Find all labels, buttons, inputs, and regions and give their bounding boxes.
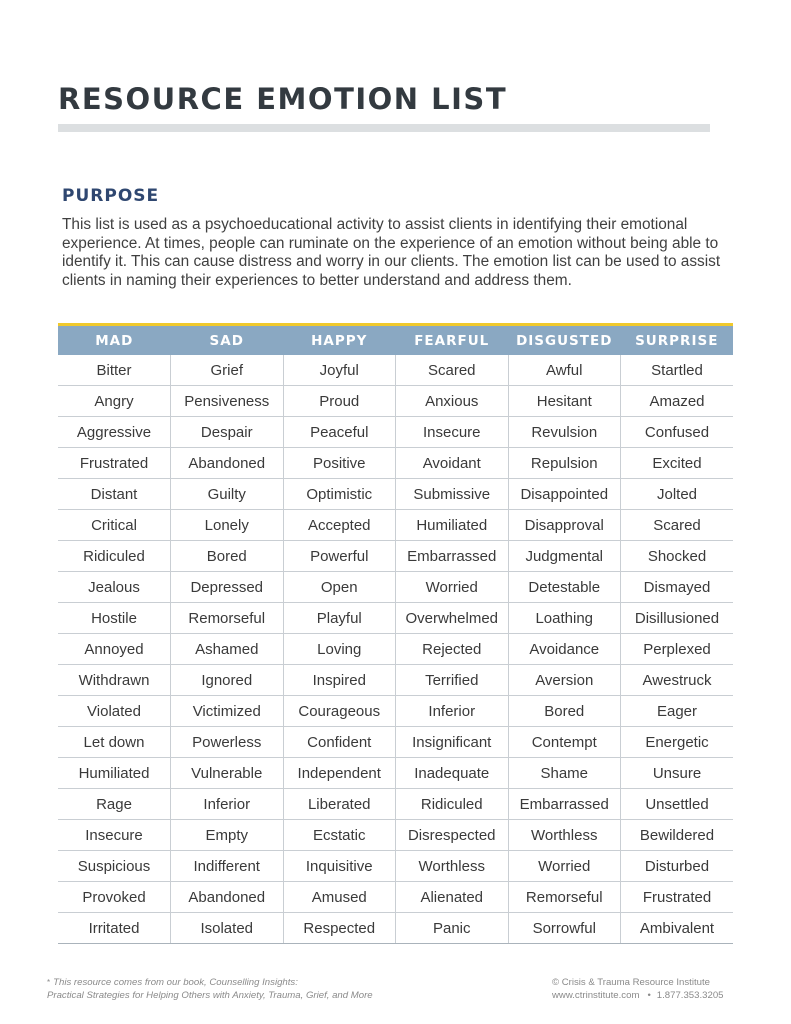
emotion-cell: Insecure [58, 820, 171, 851]
emotion-cell: Worried [508, 851, 621, 882]
emotion-table [58, 326, 733, 944]
emotion-cell: Jolted [621, 479, 734, 510]
emotion-cell: Isolated [171, 913, 284, 944]
emotion-cell: Proud [283, 386, 396, 417]
emotion-cell: Eager [621, 696, 734, 727]
emotion-cell: Playful [283, 603, 396, 634]
emotion-cell: Unsettled [621, 789, 734, 820]
emotion-cell: Aversion [508, 665, 621, 696]
column-header-surprise: SURPRISE [621, 326, 734, 355]
emotion-cell: Hesitant [508, 386, 621, 417]
footnote-star-icon: * [47, 978, 51, 987]
emotion-cell: Guilty [171, 479, 284, 510]
emotion-cell: Jealous [58, 572, 171, 603]
emotion-cell: Loving [283, 634, 396, 665]
emotion-cell: Disappointed [508, 479, 621, 510]
emotion-cell: Liberated [283, 789, 396, 820]
emotion-cell: Shame [508, 758, 621, 789]
emotion-cell: Avoidant [396, 448, 509, 479]
table-row [58, 510, 733, 541]
page-title: RESOURCE EMOTION LIST [58, 82, 508, 116]
title-underline [58, 124, 710, 132]
emotion-cell: Shocked [621, 541, 734, 572]
emotion-cell: Joyful [283, 355, 396, 386]
emotion-cell: Lonely [171, 510, 284, 541]
table-row [58, 727, 733, 758]
emotion-cell: Critical [58, 510, 171, 541]
table-row [58, 479, 733, 510]
emotion-cell: Inadequate [396, 758, 509, 789]
emotion-cell: Depressed [171, 572, 284, 603]
emotion-cell: Positive [283, 448, 396, 479]
emotion-cell: Worried [396, 572, 509, 603]
emotion-cell: Frustrated [621, 882, 734, 913]
emotion-cell: Scared [621, 510, 734, 541]
emotion-cell: Ecstatic [283, 820, 396, 851]
emotion-cell: Powerless [171, 727, 284, 758]
table-row [58, 882, 733, 913]
emotion-cell: Revulsion [508, 417, 621, 448]
table-row [58, 758, 733, 789]
table-row [58, 572, 733, 603]
footer-line-1: This resource comes from our book, Counselling Insights: [53, 977, 298, 988]
emotion-cell: Annoyed [58, 634, 171, 665]
table-row [58, 603, 733, 634]
emotion-cell: Ignored [171, 665, 284, 696]
emotion-cell: Victimized [171, 696, 284, 727]
table-row [58, 851, 733, 882]
emotion-cell: Startled [621, 355, 734, 386]
table-row [58, 417, 733, 448]
emotion-cell: Alienated [396, 882, 509, 913]
table-header-row [58, 326, 733, 355]
emotion-cell: Awestruck [621, 665, 734, 696]
emotion-cell: Inferior [396, 696, 509, 727]
emotion-cell: Despair [171, 417, 284, 448]
emotion-cell: Terrified [396, 665, 509, 696]
emotion-cell: Humiliated [58, 758, 171, 789]
emotion-cell: Disturbed [621, 851, 734, 882]
emotion-cell: Bored [508, 696, 621, 727]
purpose-heading: PURPOSE [62, 186, 160, 206]
emotion-cell: Remorseful [171, 603, 284, 634]
column-header-fearful: FEARFUL [396, 326, 509, 355]
emotion-cell: Angry [58, 386, 171, 417]
emotion-cell: Insecure [396, 417, 509, 448]
emotion-cell: Detestable [508, 572, 621, 603]
emotion-cell: Judgmental [508, 541, 621, 572]
emotion-cell: Inferior [171, 789, 284, 820]
emotion-cell: Aggressive [58, 417, 171, 448]
bullet-separator-icon: • [647, 990, 651, 1001]
emotion-cell: Sorrowful [508, 913, 621, 944]
emotion-cell: Perplexed [621, 634, 734, 665]
table-row [58, 665, 733, 696]
emotion-cell: Submissive [396, 479, 509, 510]
table-row [58, 696, 733, 727]
emotion-cell: Ridiculed [58, 541, 171, 572]
emotion-cell: Ridiculed [396, 789, 509, 820]
emotion-cell: Worthless [396, 851, 509, 882]
emotion-cell: Embarrassed [396, 541, 509, 572]
emotion-cell: Abandoned [171, 448, 284, 479]
emotion-cell: Avoidance [508, 634, 621, 665]
emotion-cell: Powerful [283, 541, 396, 572]
table-row [58, 634, 733, 665]
emotion-cell: Remorseful [508, 882, 621, 913]
emotion-cell: Loathing [508, 603, 621, 634]
emotion-cell: Scared [396, 355, 509, 386]
emotion-cell: Suspicious [58, 851, 171, 882]
emotion-cell: Inquisitive [283, 851, 396, 882]
emotion-cell: Vulnerable [171, 758, 284, 789]
emotion-cell: Open [283, 572, 396, 603]
emotion-cell: Distant [58, 479, 171, 510]
table-row [58, 913, 733, 944]
emotion-cell: Repulsion [508, 448, 621, 479]
emotion-cell: Bored [171, 541, 284, 572]
emotion-cell: Dismayed [621, 572, 734, 603]
emotion-cell: Bewildered [621, 820, 734, 851]
table-row [58, 789, 733, 820]
emotion-cell: Amused [283, 882, 396, 913]
emotion-cell: Empty [171, 820, 284, 851]
emotion-cell: Ambivalent [621, 913, 734, 944]
emotion-cell: Disapproval [508, 510, 621, 541]
table-row [58, 355, 733, 386]
emotion-cell: Let down [58, 727, 171, 758]
emotion-table-container [58, 323, 733, 944]
emotion-cell: Irritated [58, 913, 171, 944]
emotion-cell: Contempt [508, 727, 621, 758]
emotion-cell: Worthless [508, 820, 621, 851]
emotion-cell: Hostile [58, 603, 171, 634]
column-header-sad: SAD [171, 326, 284, 355]
emotion-cell: Rage [58, 789, 171, 820]
emotion-cell: Ashamed [171, 634, 284, 665]
emotion-cell: Violated [58, 696, 171, 727]
emotion-cell: Embarrassed [508, 789, 621, 820]
table-row [58, 448, 733, 479]
emotion-cell: Frustrated [58, 448, 171, 479]
emotion-cell: Confident [283, 727, 396, 758]
table-row [58, 820, 733, 851]
emotion-cell: Peaceful [283, 417, 396, 448]
emotion-cell: Optimistic [283, 479, 396, 510]
emotion-cell: Excited [621, 448, 734, 479]
emotion-cell: Panic [396, 913, 509, 944]
emotion-cell: Bitter [58, 355, 171, 386]
footer-book-note [47, 976, 373, 1002]
footer-website: www.ctrinstitute.com [552, 990, 640, 1001]
emotion-cell: Disrespected [396, 820, 509, 851]
emotion-cell: Respected [283, 913, 396, 944]
table-row [58, 386, 733, 417]
column-header-disgusted: DISGUSTED [508, 326, 621, 355]
column-header-mad: MAD [58, 326, 171, 355]
footer-contact [552, 976, 724, 1002]
emotion-cell: Overwhelmed [396, 603, 509, 634]
emotion-cell: Independent [283, 758, 396, 789]
emotion-cell: Insignificant [396, 727, 509, 758]
emotion-cell: Confused [621, 417, 734, 448]
column-header-happy: HAPPY [283, 326, 396, 355]
emotion-cell: Withdrawn [58, 665, 171, 696]
emotion-cell: Rejected [396, 634, 509, 665]
emotion-cell: Provoked [58, 882, 171, 913]
emotion-cell: Pensiveness [171, 386, 284, 417]
emotion-cell: Grief [171, 355, 284, 386]
emotion-cell: Anxious [396, 386, 509, 417]
emotion-cell: Awful [508, 355, 621, 386]
emotion-cell: Indifferent [171, 851, 284, 882]
emotion-cell: Inspired [283, 665, 396, 696]
footer-copyright: © Crisis & Trauma Resource Institute [552, 977, 710, 988]
emotion-cell: Accepted [283, 510, 396, 541]
emotion-cell: Energetic [621, 727, 734, 758]
table-body [58, 355, 733, 944]
emotion-cell: Unsure [621, 758, 734, 789]
footer-line-2: Practical Strategies for Helping Others with Anxiety, Trauma, Grief, and More [47, 990, 373, 1001]
purpose-text: This list is used as a psychoeducational activity to assist clients in identifying their emotional experience. At times, people can ruminate on the experience of an emotion without being able to identify it. This can cause distress and worry in our clients. The emotion list can be used to assist clients in naming their experiences to better understand and address them. [62, 216, 721, 290]
emotion-cell: Humiliated [396, 510, 509, 541]
table-row [58, 541, 733, 572]
emotion-cell: Abandoned [171, 882, 284, 913]
emotion-cell: Amazed [621, 386, 734, 417]
emotion-cell: Disillusioned [621, 603, 734, 634]
emotion-cell: Courageous [283, 696, 396, 727]
footer-phone: 1.877.353.3205 [656, 990, 724, 1001]
